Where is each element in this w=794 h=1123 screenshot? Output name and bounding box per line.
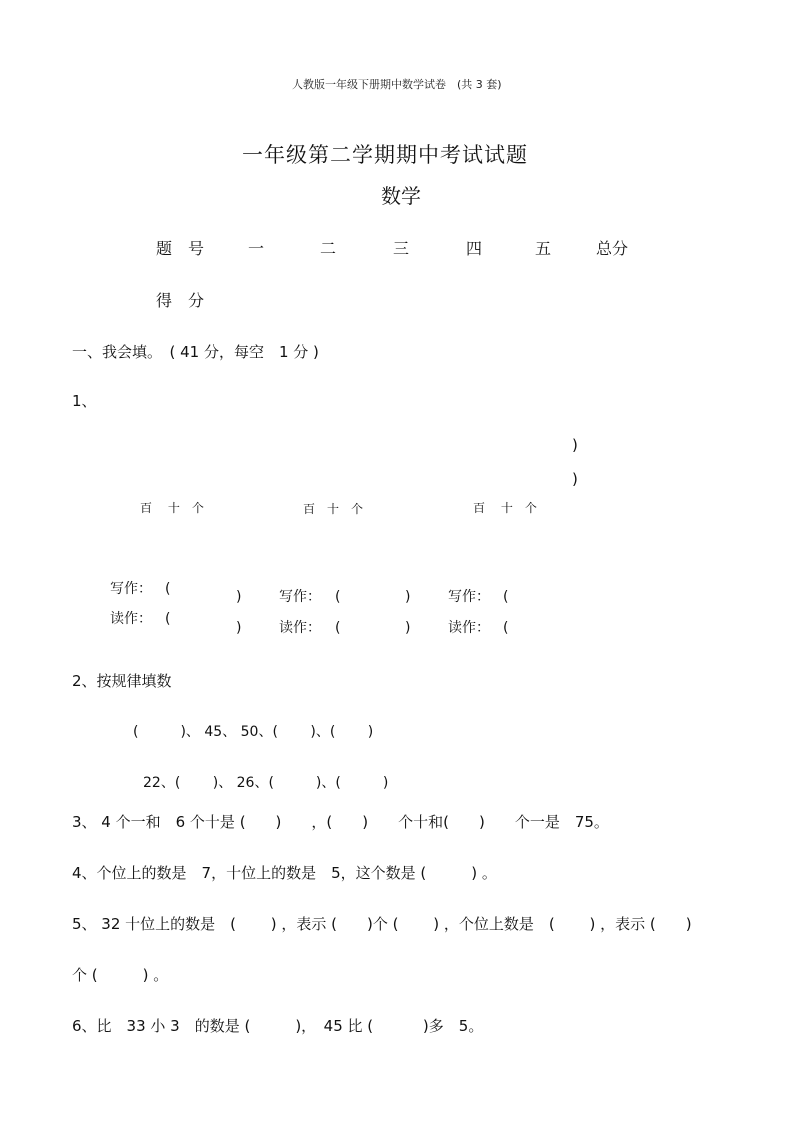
q1-write-open-3: ( [503,589,509,605]
table-header-section-1: 一 [248,239,265,258]
q5-text-line-1: 5、 32 十位上的数是 ( ) ，表示 ( )个 ( ) ，个位上数是 ( ) ，表示 ( ) [72,915,692,933]
q1-write-open-1: ( [165,581,171,597]
abacus-1-labels: 百 十 个 [140,501,204,515]
q1-write-close-1: ) [236,589,242,605]
q3-text: 3、 4 个一和 6 个十是 ( ) ，( ) 个十和( ) 个一是 75。 [72,813,609,831]
q1-label: 1、 [72,392,97,410]
q1-write-open-2: ( [335,589,341,605]
q1-write-label-1: 写作： [110,581,152,597]
q1-read-label-2: 读作： [279,620,321,636]
table-header-total: 总分 [596,239,629,258]
q1-write-label-2: 写作： [279,589,321,605]
q1-right-paren-2: ) [572,470,578,488]
abacus-3-labels: 百 十 个 [473,501,537,515]
exam-subject: 数学 [381,184,421,208]
q2-label: 2、按规律填数 [72,672,172,690]
q1-write-label-3: 写作： [448,589,490,605]
q1-read-open-2: ( [335,620,341,636]
table-header-section-2: 二 [320,239,337,258]
table-header-question-number: 题 号 [156,239,205,258]
exam-title: 一年级第二学期期中考试试题 [242,143,528,167]
q6-text: 6、比 33 小 3 的数是 ( )， 45 比 ( )多 5。 [72,1017,484,1035]
q1-read-open-3: ( [503,620,509,636]
table-header-section-4: 四 [466,239,483,258]
q1-write-close-2: ) [405,589,411,605]
q5-text-line-2: 个 ( ) 。 [72,966,169,984]
table-score-label: 得 分 [156,291,205,310]
table-header-section-5: 五 [535,239,552,258]
table-header-section-3: 三 [393,239,410,258]
q1-read-close-2: ) [405,620,411,636]
abacus-2-labels: 百 十 个 [303,502,364,516]
q1-read-label-3: 读作： [448,620,490,636]
q4-text: 4、个位上的数是 7，十位上的数是 5，这个数是 ( ) 。 [72,864,497,882]
q1-read-open-1: ( [165,611,171,627]
q1-read-label-1: 读作： [110,611,152,627]
q2-sequence-1: ( )、 45、 50、( )、( ) [133,724,374,740]
q1-read-close-1: ) [236,620,242,636]
q2-sequence-2: 22、( )、 26、( )、( ) [143,775,389,791]
q1-right-paren-1: ) [572,436,578,454]
section-1-heading: 一、我会填。 ( 41 分，每空 1 分 ) [72,343,319,361]
page-header: 人教版一年级下册期中数学试卷 (共 3 套) [292,78,502,91]
